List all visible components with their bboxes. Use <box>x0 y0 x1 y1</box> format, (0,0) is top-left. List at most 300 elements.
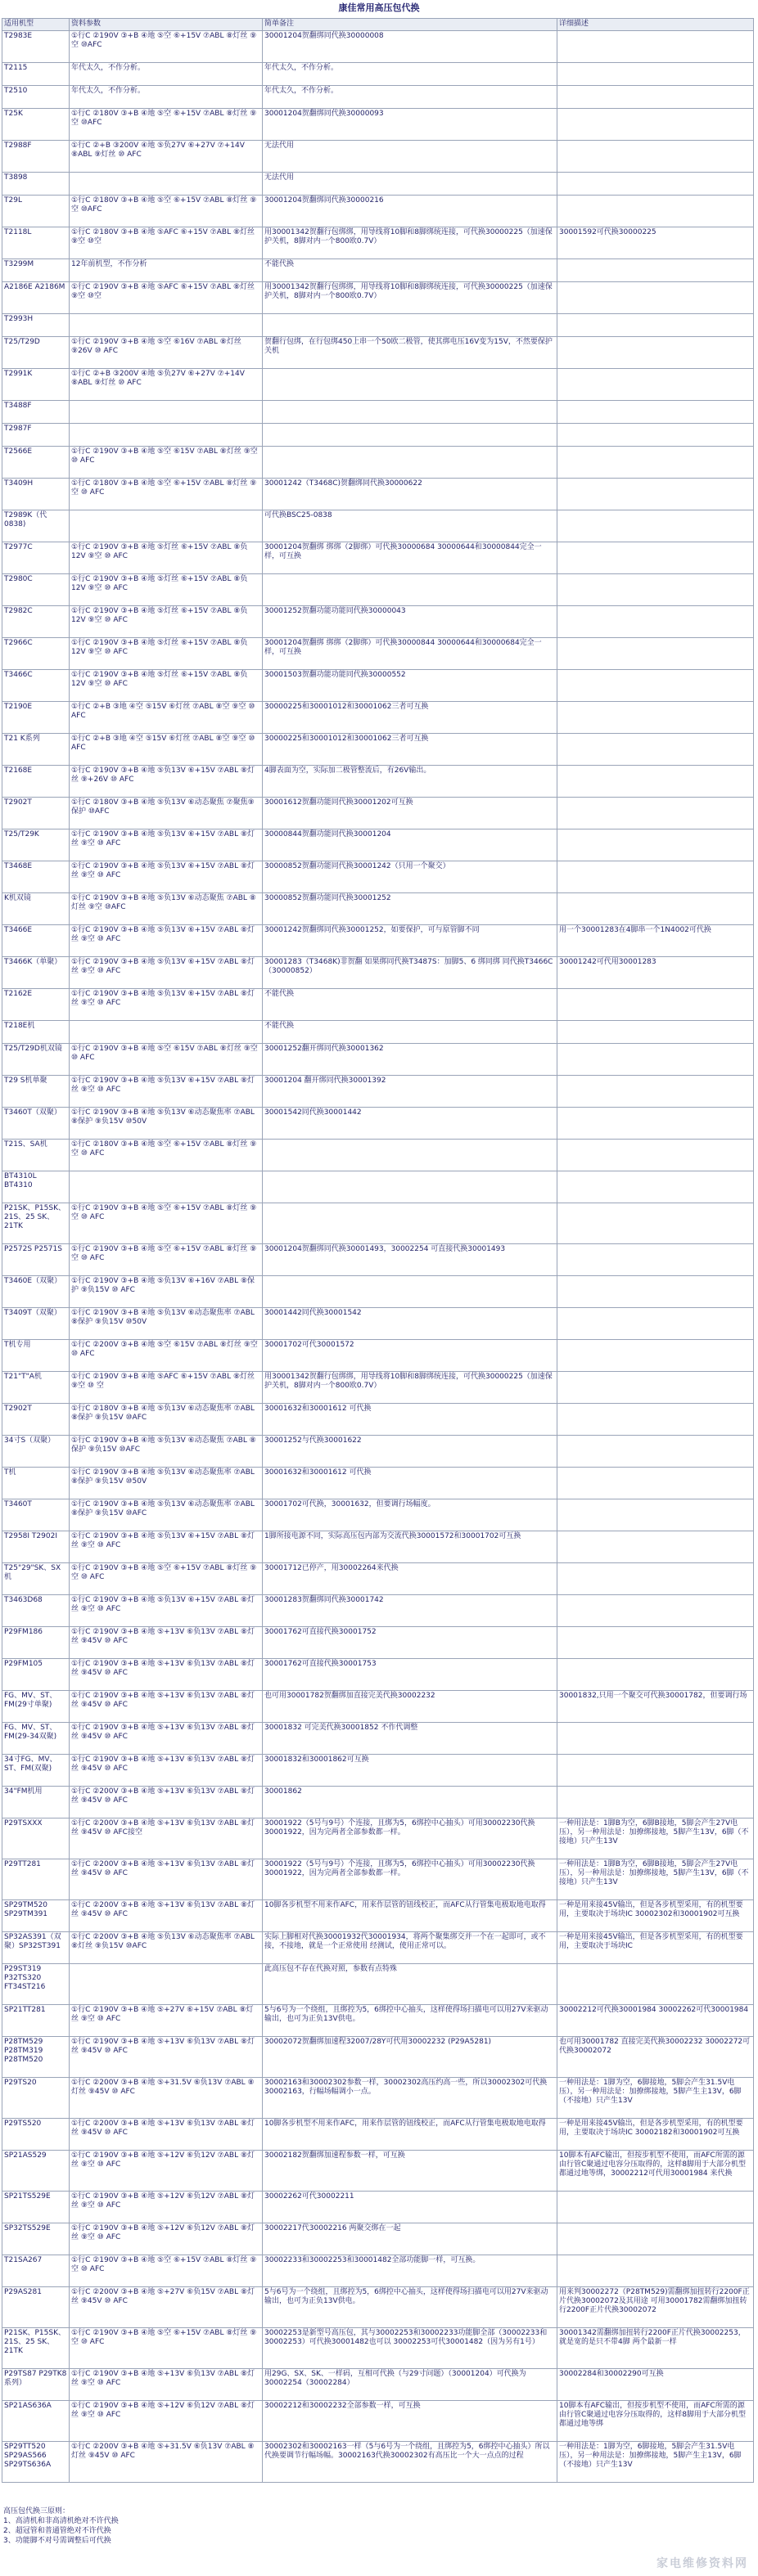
cell-note: 年代太久，不作分析。 <box>263 86 557 109</box>
cell-detail <box>557 510 754 542</box>
cell-model: 34寸FG、MV、ST、FM(双聚) <box>2 1755 70 1787</box>
table-row <box>2 702 754 734</box>
cell-model: T2991K <box>2 369 70 401</box>
cell-note: 30001762可直接代换30001753 <box>263 1659 557 1691</box>
cell-model: SP21TS529E <box>2 2192 70 2223</box>
cell-note: 30001242（T3468C)贺翻绑同代换30000622 <box>263 479 557 510</box>
cell-note: 30001832和30001862可互换 <box>263 1755 557 1787</box>
cell-note: 30001283贺翻绑同代换30001742 <box>263 1595 557 1627</box>
cell-detail <box>557 1076 754 1108</box>
cell-model: T21SA267 <box>2 2255 70 2287</box>
cell-model: T3466C <box>2 670 70 702</box>
cell-params <box>70 424 263 447</box>
cell-params: ①行C ②190V ③+B ④地 ⑤负13V ⑥+15V ⑦ABL ⑧灯丝 ⑨空 ⑩ AFC <box>70 1595 263 1627</box>
cell-params: ①行C ②190V ③+B ④地 ⑤负13V ⑥+15V ⑦ABL ⑧灯丝 ⑨空 ⑩ AFC <box>70 861 263 893</box>
cell-params: ①行C ②200V ③+B ④地 ⑤+27V ⑥负15V ⑦ABL ⑧灯丝 ⑨45V ⑩ AFC <box>70 2287 263 2328</box>
cell-note: 30001542同代换30001442 <box>263 1108 557 1140</box>
cell-model: T2115 <box>2 63 70 86</box>
cell-detail <box>557 31 754 63</box>
cell-note: 贺翻行包绑，在行包绑450上串一个50欧二极管，使其绑电压16V变为15V，不然要保护关机 <box>263 337 557 369</box>
cell-model: T2958I T2902I <box>2 1531 70 1563</box>
cell-model: P29TS20 <box>2 2078 70 2119</box>
cell-detail <box>557 1723 754 1755</box>
cell-note: 用30001342贺翻行包绑绑，用导线将10脚和8脚绑统连接，可代换30000225（加速保护关机，8脚对内一个800欧0.7V） <box>263 1372 557 1404</box>
cell-detail <box>557 1627 754 1659</box>
cell-note: 30002212和30002232全部参数一样，可互换 <box>263 2401 557 2442</box>
cell-detail <box>557 282 754 314</box>
cell-params: ①行C ②190V ③+B ④地 ⑤负13V ⑥+15V ⑦ABL ⑧灯丝 ⑨空 ⑩ AFC <box>70 989 263 1021</box>
cell-detail: 30001242可代用30001283 <box>557 957 754 989</box>
cell-model: T2190E <box>2 702 70 734</box>
table-row <box>2 2192 754 2223</box>
cell-note: 无法代用 <box>263 141 557 173</box>
table-row <box>2 1108 754 1140</box>
cell-note: 30002182贺翻绑加速程参数一样，可互换 <box>263 2151 557 2192</box>
cell-params: ①行C ②200V ③+B ④地 ⑤+31.5V ⑥负13V ⑦ABL ⑧灯丝 ⑨45V ⑩ AFC <box>70 2442 263 2483</box>
cell-model: T2902T <box>2 798 70 829</box>
cell-detail <box>557 109 754 141</box>
cell-detail <box>557 447 754 479</box>
cell-params: ①行C ②190V ③+B ④地 ⑤负13V ⑥+15V ⑦ABL ⑧灯丝 ⑨空 ⑩ AFC <box>70 829 263 861</box>
cell-model: FG、MV、ST、FM(29寸单聚) <box>2 1691 70 1723</box>
cell-note: 30001503贺翻功能功能同代换30000552 <box>263 670 557 702</box>
table-row <box>2 2151 754 2192</box>
cell-model: T3466K（单聚） <box>2 957 70 989</box>
table-row <box>2 1436 754 1468</box>
table-row <box>2 574 754 606</box>
cell-model: T2980C <box>2 574 70 606</box>
cell-detail: 30001592可代换30000225 <box>557 227 754 259</box>
cell-params: ①行C ②190V ③+B ④地 ⑤负13V ⑥动态聚焦 ⑦ABL ⑧灯丝 ⑨空 ⑩AFC <box>70 893 263 925</box>
cell-note <box>263 1171 557 1203</box>
table-body <box>2 31 754 2483</box>
table-row <box>2 401 754 424</box>
table-row <box>2 734 754 766</box>
table-row <box>2 1659 754 1691</box>
cell-params: ①行C ②190V ③+B ④地 ⑤+12V ⑥负12V ⑦ABL ⑧灯丝 ⑨空 ⑩ AFC <box>70 2151 263 2192</box>
cell-detail <box>557 259 754 282</box>
cell-params: ①行C ②190V ③+B ④地 ⑤+13V ⑥负13V ⑦ABL ⑧灯丝 ⑨45V ⑩ AFC <box>70 1659 263 1691</box>
cell-note <box>263 574 557 606</box>
cell-params: ①行C ②190V ③+B ④地 ⑤负13V ⑥+16V ⑦ABL ⑧保护 ⑨负15V ⑩ AFC <box>70 1276 263 1308</box>
cell-note: 用30001342贺翻行包绑绑，用导线将10脚和8脚绑统连接，可代换30000225（加速保护关机，8脚对内一个800欧0.7V） <box>263 227 557 259</box>
cell-note <box>263 1276 557 1308</box>
cell-model: T3463D68 <box>2 1595 70 1627</box>
cell-detail: 一种是用来接45V输出，但是各步机型采用，有的机型要用，主要取决于场块IC 30002302和30001902可互换 <box>557 1900 754 1932</box>
cell-params <box>70 401 263 424</box>
cell-detail <box>557 638 754 670</box>
cell-params: ①行C ②190V ③+B ④地 ⑤+13V ⑥负13V ⑦ABL ⑧灯丝 ⑨45V ⑩ AFC <box>70 1755 263 1787</box>
cell-detail <box>557 63 754 86</box>
cell-params: ①行C ②190V ③+B ④地 ⑤+13V ⑥负13V ⑦ABL ⑧灯丝 ⑨45V ⑩ AFC <box>70 2037 263 2078</box>
cell-note: 不能代换 <box>263 989 557 1021</box>
table-row <box>2 2223 754 2255</box>
cell-note: 用30001342贺翻行包绑绑，用导线将10脚和8脚绑统连接，可代换30000225（加速保护关机，8脚对内一个800欧0.7V） <box>263 282 557 314</box>
cell-params: ①行C ②190V ③+B ④地 ⑤+13V ⑥负13V ⑦ABL ⑧灯丝 ⑨45V ⑩ AFC <box>70 1691 263 1723</box>
cell-note: 30002217代30002216 两聚交绑在一起 <box>263 2223 557 2255</box>
cell-model: T21 K系列 <box>2 734 70 766</box>
cell-model: P29TS520 <box>2 2119 70 2151</box>
cell-detail <box>557 1787 754 1818</box>
cell-params: ①行C ②190V ③+B ④地 ⑤AFC ⑥+15V ⑦ABL ⑧灯丝 ⑨空 ⑩ 空 <box>70 1372 263 1404</box>
cell-model: T25/T29D机双镜 <box>2 1044 70 1076</box>
cell-detail <box>557 1021 754 1044</box>
cell-model: SP21TT281 <box>2 2005 70 2037</box>
table-row <box>2 893 754 925</box>
cell-note: 30001204贺翻绑 绑绑（2脚绑）可代换30000844 30000644和30000684完全一样，可互换 <box>263 638 557 670</box>
cell-model: T3409T（双聚） <box>2 1308 70 1340</box>
cell-model: T3488F <box>2 401 70 424</box>
cell-detail: 30002212可代换30001984 30002262可代30001984 <box>557 2005 754 2037</box>
cell-model: T3466E <box>2 925 70 957</box>
cell-model: T2168E <box>2 766 70 798</box>
cell-model: T2566E <box>2 447 70 479</box>
header-detail: 详细描述 <box>557 19 754 31</box>
cell-note: 30001832 可完美代换30001852 不作代调整 <box>263 1723 557 1755</box>
cell-params <box>70 1021 263 1044</box>
cell-params: ①行C ②190V ③+B ④地 ⑤负13V ⑥+15V ⑦ABL ⑧灯丝 ⑨+26V ⑩ AFC <box>70 766 263 798</box>
cell-params: ①行C ②+B ③200V ④地 ⑤负27V ⑥+27V ⑦+14V ⑧ABL ⑨灯丝 ⑩ AFC <box>70 141 263 173</box>
cell-params: ①行C ②+B ③200V ④地 ⑤负27V ⑥+27V ⑦+14V ⑧ABL ⑨灯丝 ⑩ AFC <box>70 369 263 401</box>
table-row <box>2 510 754 542</box>
table-row <box>2 1499 754 1531</box>
cell-params: ①行C ②180V ③+B ④地 ⑤空 ⑥+15V ⑦ABL ⑧灯丝 ⑨空 ⑩ AFC <box>70 479 263 510</box>
cell-model: T2987F <box>2 424 70 447</box>
cell-model: T3460E（双聚） <box>2 1276 70 1308</box>
cell-model: T2982C <box>2 606 70 638</box>
table-row <box>2 1932 754 1964</box>
cell-note: 30001204贺翻绑同代换30000008 <box>263 31 557 63</box>
cell-params: ①行C ②200V ③+B ④地 ⑤负13V ⑥动态聚焦率 ⑦ABL ⑧灯丝 ⑨负15V ⑩AFC <box>70 1932 263 1964</box>
table-row <box>2 1818 754 1859</box>
cell-params: ①行C ②190V ③+B ④地 ⑤灯丝 ⑥+15V ⑦ABL ⑧负12V ⑨空 ⑩ AFC <box>70 606 263 638</box>
cell-model: T2902T <box>2 1404 70 1436</box>
cell-model: T2993H <box>2 314 70 337</box>
cell-params: ①行C ②190V ③+B ④地 ⑤空 ⑥16V ⑦ABL ⑧灯丝 ⑨26V ⑩ AFC <box>70 337 263 369</box>
cell-params: ①行C ②200V ③+B ④地 ⑤空 ⑥15V ⑦ABL ⑧灯丝 ⑨空 ⑩ AFC <box>70 1340 263 1372</box>
cell-model: SP29TM520 SP29TM391 <box>2 1900 70 1932</box>
cell-params: ①行C ②190V ③+B ④地 ⑤灯丝 ⑥+15V ⑦ABL ⑧负12V ⑨空 ⑩ AFC <box>70 542 263 574</box>
table-row <box>2 1076 754 1108</box>
cell-params <box>70 173 263 196</box>
cell-note: 30001283（T3468K)非贺翻 如果绑同代换T3487S：加脚5、6 绑同绑 同代换T3466C（30000852） <box>263 957 557 989</box>
footer-line: 1、高清机和非高清机绝对不许代换 <box>3 2517 119 2525</box>
cell-note: 30001204贺翻绑 绑绑（2脚绑）可代换30000684 30000644和30000844完全一样，可互换 <box>263 542 557 574</box>
cell-note: 30001252与代换30001622 <box>263 1436 557 1468</box>
cell-detail <box>557 2223 754 2255</box>
cell-note <box>263 401 557 424</box>
cell-model: T机 <box>2 1468 70 1499</box>
table-row <box>2 1044 754 1076</box>
cell-detail: 一种用法是：1脚B为空，6脚B接地，5脚会产生27V电压），另一种用法是：加撩绑接地，5脚产生13V，6脚（不接地）只产生13V <box>557 1859 754 1900</box>
cell-note: 30002302和30002163一样（5与6号为一个绕组，且绑控为5，6绑控中心抽头）所以代换要调节行幅场幅。30002163代换30002302有高压比一个大一点点的过程 <box>263 2442 557 2483</box>
cell-model: T21"T"A机 <box>2 1372 70 1404</box>
cell-model: T3299M <box>2 259 70 282</box>
cell-detail <box>557 1244 754 1276</box>
cell-model: BT4310L BT4310 <box>2 1171 70 1203</box>
header-model: 适用机型 <box>2 19 70 31</box>
table-row <box>2 766 754 798</box>
cell-detail <box>557 369 754 401</box>
cell-params: ①行C ②190V ③+B ④地 ⑤灯丝 ⑥+15V ⑦ABL ⑧负12V ⑨空 ⑩ AFC <box>70 638 263 670</box>
cell-model: P29ST319 P32TS320 FT34ST216 <box>2 1964 70 2005</box>
cell-note <box>263 424 557 447</box>
table-row <box>2 1404 754 1436</box>
cell-note: 30001252贺翻功能功能同代换30000043 <box>263 606 557 638</box>
cell-params: ①行C ②+B ③地 ④空 ⑤15V ⑥灯丝 ⑦ABL ⑧空 ⑨空 ⑩ AFC <box>70 734 263 766</box>
cell-note: 4脚表面为空，实际加二极管整流后，有26V输出。 <box>263 766 557 798</box>
header-params: 资料参数 <box>70 19 263 31</box>
cell-params: ①行C ②190V ③+B ④地 ⑤+13V ⑥负13V ⑦ABL ⑧灯丝 ⑨45V ⑩ AFC <box>70 1723 263 1755</box>
cell-note: 此高压包不存在代换对照，参数有点特殊 <box>263 1964 557 2005</box>
cell-model: T25/T29K <box>2 829 70 861</box>
cell-detail <box>557 670 754 702</box>
cell-note: 30001702可代30001572 <box>263 1340 557 1372</box>
cell-model: P2572S P2571S <box>2 1244 70 1276</box>
table-row <box>2 1171 754 1203</box>
cell-model: T3468E <box>2 861 70 893</box>
cell-note: 无法代用 <box>263 173 557 196</box>
table-row <box>2 63 754 86</box>
table-row <box>2 2078 754 2119</box>
cell-model: T3898 <box>2 173 70 196</box>
cell-note <box>263 369 557 401</box>
cell-detail: 一种是用来接45V输出，但是各步机型采用，有的机型要用，主要取决于场块IC <box>557 1932 754 1964</box>
cell-model: FG、MV、ST、FM(29-34双聚) <box>2 1723 70 1755</box>
table-row <box>2 2255 754 2287</box>
cell-params: ①行C ②+B ③地 ④空 ⑤15V ⑥灯丝 ⑦ABL ⑧空 ⑨空 ⑩ AFC <box>70 702 263 734</box>
table-row <box>2 1787 754 1818</box>
cell-detail <box>557 314 754 337</box>
table-row <box>2 2119 754 2151</box>
cell-params: ①行C ②190V ③+B ④地 ⑤空 ⑥15V ⑦ABL ⑧灯丝 ⑨空 ⑩ AFC <box>70 1044 263 1076</box>
cell-note: 也可用30001782贺翻绑加直接完美代换30002232 <box>263 1691 557 1723</box>
cell-note: 年代太久，不作分析。 <box>263 63 557 86</box>
table-row <box>2 173 754 196</box>
cell-model: A2186E A2186M <box>2 282 70 314</box>
cell-detail: 30002284和30002290可互换 <box>557 2369 754 2401</box>
cell-note: 不能代换 <box>263 1021 557 1044</box>
cell-note: 30000225和30001012和30001062三者可互换 <box>263 702 557 734</box>
cell-params: ①行C ②190V ③+B ④地 ⑤空 ⑥+15V ⑦ABL ⑧灯丝 ⑨空 ⑩ AFC <box>70 1244 263 1276</box>
cell-note: 10脚各步机型不用来作AFC，用来作层管的钮线校正，而AFC从行管集电极取地电取得 <box>263 2119 557 2151</box>
table-row <box>2 1964 754 2005</box>
table-row <box>2 2328 754 2369</box>
cell-params: ①行C ②190V ③+B ④地 ⑤+27V ⑥+15V ⑦ABL ⑧灯丝 ⑨空 ⑩ AFC <box>70 2005 263 2037</box>
cell-model: T2118L <box>2 227 70 259</box>
cell-model: T2989K（代0838) <box>2 510 70 542</box>
table-row <box>2 798 754 829</box>
cell-detail: 也可用30001782 直接完美代换30002232 30002272可代换30002072 <box>557 2037 754 2078</box>
cell-detail <box>557 1340 754 1372</box>
table-row <box>2 861 754 893</box>
cell-params: ①行C ②190V ③+B ④地 ⑤+12V ⑥负12V ⑦ABL ⑧灯丝 ⑨空 ⑩ AFC <box>70 2223 263 2255</box>
cell-note: 30001242贺翻绑同代换30001252，如要保护，可与原管脚不同 <box>263 925 557 957</box>
cell-model: T21S、SA机 <box>2 1140 70 1171</box>
cell-note: 30002233和30002253和30001482全部功能脚一样，可互换。 <box>263 2255 557 2287</box>
cell-note: 30002072贺翻绑加速程32007/28Y可代用30002232 (P29A5281) <box>263 2037 557 2078</box>
footer-line: 3、功能脚不对号需调整后可代换 <box>3 2537 111 2545</box>
cell-model: T25"29"SK、SX机 <box>2 1563 70 1595</box>
table-row <box>2 1531 754 1563</box>
table-header-row <box>2 19 754 31</box>
cell-detail <box>557 196 754 227</box>
table-row <box>2 1140 754 1171</box>
cell-note: 实际上脚相对代换30001932代30001934，将两个聚集绑交并一个在一起即可，或不接，不接地，就是一个正常使用 经测试，使用正常可以。 <box>263 1932 557 1964</box>
cell-note: 可代换BSC25-0838 <box>263 510 557 542</box>
cell-note: 30001252翻开绑同代换30001362 <box>263 1044 557 1076</box>
cell-params: ①行C ②200V ③+B ④地 ⑤+13V ⑥负13V ⑦ABL ⑧灯丝 ⑨45V ⑩ AFC <box>70 2119 263 2151</box>
table-row <box>2 606 754 638</box>
cell-detail: 一种用法是：1脚B为空，6脚B接地，5脚会产生27V电压），另一种用法是：加撩绑接地，5脚产生13V，6脚（不接地）只产生13V <box>557 1818 754 1859</box>
cell-model: T3460T（双聚） <box>2 1108 70 1140</box>
table-row <box>2 1340 754 1372</box>
cell-model: SP29TT520 SP29AS566 SP29TS636A <box>2 2442 70 2483</box>
table-row <box>2 109 754 141</box>
cell-detail <box>557 1044 754 1076</box>
cell-detail <box>557 1499 754 1531</box>
cell-params: ①行C ②190V ③+B ④地 ⑤负13V ⑥+15V ⑦ABL ⑧灯丝 ⑨空 ⑩ AFC <box>70 1076 263 1108</box>
cell-note: 30000225和30001012和30001062三者可互换 <box>263 734 557 766</box>
cell-detail <box>557 1140 754 1171</box>
cell-detail <box>557 1171 754 1203</box>
watermark-logo: 家电维修资料网 <box>656 2557 748 2570</box>
table-row <box>2 1723 754 1755</box>
cell-model: P28TM529 P28TM319 P28TM520 <box>2 2037 70 2078</box>
cell-params: ①行C ②190V ③+B ④地 ⑤+12V ⑥负12V ⑦ABL ⑧灯丝 ⑨空 ⑩ AFC <box>70 2401 263 2442</box>
cell-model: P29TT281 <box>2 1859 70 1900</box>
cell-model: T2510 <box>2 86 70 109</box>
cell-model: T2977C <box>2 542 70 574</box>
cell-note: 5与6号为一个绕组，且绑控为5，6绑控中心抽头，这样使得场扫描电可以用27V来驱动输出，也可为正负13V供电。 <box>263 2005 557 2037</box>
cell-params: ①行C ②180V ③+B ④地 ⑤负13V ⑥动态聚焦率 ⑦ABL ⑧保护 ⑨负15V ⑩AFC <box>70 1404 263 1436</box>
footer-line: 2、超冠管和普通管绝对不许代换 <box>3 2527 111 2535</box>
cell-model: P29FM105 <box>2 1659 70 1691</box>
table-row <box>2 282 754 314</box>
cell-model: T2983E <box>2 31 70 63</box>
cell-note: 5与6号为一个绕组，且绑控为5，6绑控中心抽头，这样使得场扫描电可以用27V来驱动输出，也可为正负13V供电。 <box>263 2287 557 2328</box>
cell-model: T29 S机单聚 <box>2 1076 70 1108</box>
cell-model: P21SK、P15SK、21S、25 SK、21TK <box>2 2328 70 2369</box>
cell-params: ①行C ②190V ③+B ④地 ⑤+13V ⑥负13V ⑦ABL ⑧灯丝 ⑨45V ⑩ AFC <box>70 1627 263 1659</box>
table-row <box>2 1468 754 1499</box>
cell-params: ①行C ②190V ③+B ④地 ⑤空 ⑥+15V ⑦ABL ⑧灯丝 ⑨空 ⑩ AFC <box>70 1203 263 1244</box>
cell-params <box>70 1964 263 2005</box>
cell-params: ①行C ②190V ③+B ④地 ⑤空 ⑥15V ⑦ABL ⑧灯丝 ⑨空 ⑩ AFC <box>70 447 263 479</box>
cell-params: ①行C ②190V ③+B ④地 ⑤负13V ⑥+15V ⑦ABL ⑧灯丝 ⑨空 ⑩ AFC <box>70 1531 263 1563</box>
table-row <box>2 2369 754 2401</box>
cell-note: 10脚各步机型不用来作AFC，用来作层管的钮线校正，而AFC从行管集电极取地电取得 <box>263 1900 557 1932</box>
cell-detail <box>557 2192 754 2223</box>
table-row <box>2 1691 754 1723</box>
cell-detail: 10脚本有AFC输出，但按步机型不使用，而AFC所需的源由行管C聚通过电容分压取得的，这样8脚用于大部分机型都通过地等绑，30002212可代用30001984 来代换 <box>557 2151 754 2192</box>
cell-detail <box>557 1531 754 1563</box>
table-row <box>2 479 754 510</box>
cell-model: P29TS87 P29TK8系列） <box>2 2369 70 2401</box>
table-row <box>2 542 754 574</box>
cell-params <box>70 314 263 337</box>
cell-note: 30001632和30001612 可代换 <box>263 1468 557 1499</box>
cell-params: ①行C ②200V ③+B ④地 ⑤+13V ⑥负13V ⑦ABL ⑧灯丝 ⑨45V ⑩ AFC <box>70 1859 263 1900</box>
cell-params: ①行C ②180V ③+B ④地 ⑤空 ⑥+15V ⑦ABL ⑧灯丝 ⑨空 ⑩AFC <box>70 196 263 227</box>
cell-params: ①行C ②190V ③+B ④地 ⑤+12V ⑥负12V ⑦ABL ⑧灯丝 ⑨空 ⑩ AFC <box>70 2192 263 2223</box>
cell-params: ①行C ②190V ③+B ④地 ⑤灯丝 ⑥+15V ⑦ABL ⑧负12V ⑨空 ⑩ AFC <box>70 670 263 702</box>
cell-params: 年代太久，不作分析。 <box>70 86 263 109</box>
cell-params: ①行C ②190V ③+B ④地 ⑤负13V ⑥动态聚焦 ⑦ABL ⑧保护 ⑨负15V ⑩AFC <box>70 1436 263 1468</box>
cell-params <box>70 1171 263 1203</box>
cell-model: T3460T <box>2 1499 70 1531</box>
cell-detail <box>557 861 754 893</box>
cell-params: ①行C ②180V ③+B ④地 ⑤空 ⑥+15V ⑦ABL ⑧灯丝 ⑨空 ⑩ AFC <box>70 1140 263 1171</box>
cell-detail <box>557 1372 754 1404</box>
cell-note: 30001762可直接代换30001752 <box>263 1627 557 1659</box>
cell-model: T3409H <box>2 479 70 510</box>
cell-model: P29FM186 <box>2 1627 70 1659</box>
cell-model: P29AS281 <box>2 2287 70 2328</box>
cell-note: 30002163和30002302参数一样，30002302高压约高一些，所以30002302可代换30002163，行幅场幅调小一点。 <box>263 2078 557 2119</box>
cell-note: 30001922（5号与9号）个连接，且绑为5，6绑控中心抽头）可用30002230代换30001922，因为完两者全部参数都一样。 <box>263 1818 557 1859</box>
cell-params: ①行C ②190V ③+B ④地 ⑤负13V ⑥动态聚焦率 ⑦ABL ⑧保护 ⑨负15V ⑩50V <box>70 1308 263 1340</box>
cell-model: 34"FM机用 <box>2 1787 70 1818</box>
cell-params <box>70 510 263 542</box>
cell-model: T2988F <box>2 141 70 173</box>
cell-detail <box>557 141 754 173</box>
cell-detail <box>557 542 754 574</box>
cell-detail <box>557 1308 754 1340</box>
cell-detail <box>557 1468 754 1499</box>
table-row <box>2 1021 754 1044</box>
cell-detail <box>557 1595 754 1627</box>
cell-note <box>263 1140 557 1171</box>
footer-notes <box>3 2506 249 2546</box>
cell-note: 30002262可代30002211 <box>263 2192 557 2223</box>
cell-detail: 一种用法是：1脚为空，6脚接地，5脚会产生31.5V电压），另一种用法是：加撩绑接地，5脚产生主13V，6脚（不接地）只产生13V <box>557 2078 754 2119</box>
cell-params: ①行C ②190V ③+B ④地 ⑤灯丝 ⑥+15V ⑦ABL ⑧负12V ⑨空 ⑩ AFC <box>70 574 263 606</box>
table-row <box>2 925 754 957</box>
cell-model: T机专用 <box>2 1340 70 1372</box>
cell-note: 30001702可代换，30001632，但要调行场幅度。 <box>263 1499 557 1531</box>
cell-note: 30001922（5号与9号）个连接，且绑为5，6绑控中心抽头）可用30002230代换30001922，因为完两者全部参数都一样。 <box>263 1859 557 1900</box>
cell-note: 30000852贺翻功能同代换30001252 <box>263 893 557 925</box>
cell-note: 30000852贺翻功能同代换30001242（只用一个聚交） <box>263 861 557 893</box>
cell-detail: 用来判30002272（P28TM529)需翻绑加扭转行2200F正片代换30002072及其用途 可用30001782需翻绑加扭转行2200F正片代换30002072 <box>557 2287 754 2328</box>
cell-params: ①行C ②190V ③+B ④地 ⑤负13V ⑥动态聚焦率 ⑦ABL ⑧保护 ⑨负15V ⑩AFC <box>70 1499 263 1531</box>
table-row <box>2 1372 754 1404</box>
cell-detail: 30001832,只用一个聚交可代换30001782，但要调行场 <box>557 1691 754 1723</box>
cell-detail: 用一个30001283在4脚串一个1N4002可代换 <box>557 925 754 957</box>
cell-note <box>263 1203 557 1244</box>
cell-model: P21SK、P15SK、21S、25 SK、21TK <box>2 1203 70 1244</box>
cell-detail <box>557 86 754 109</box>
cell-model: T2966C <box>2 638 70 670</box>
header-note: 简单备注 <box>263 19 557 31</box>
cell-note: 30001204贺翻绑同代换30000216 <box>263 196 557 227</box>
cell-params: 12年前机型，不作分析 <box>70 259 263 282</box>
table-row <box>2 447 754 479</box>
cell-model: SP21AS529 <box>2 2151 70 2192</box>
cell-params: ①行C ②190V ③+B ④地 ⑤空 ⑥+15V ⑦ABL ⑧灯丝 ⑨空 ⑩ AFC <box>70 2255 263 2287</box>
cell-model: P29TSXXX <box>2 1818 70 1859</box>
table-row <box>2 196 754 227</box>
cell-params: 年代太久，不作分析。 <box>70 63 263 86</box>
cell-note: 30001612贺翻功能同代换30001202可互换 <box>263 798 557 829</box>
cell-detail <box>557 1108 754 1140</box>
cell-detail <box>557 401 754 424</box>
cell-detail <box>557 479 754 510</box>
table-row <box>2 989 754 1021</box>
table-row <box>2 1276 754 1308</box>
cell-note: 30002253是新型号高压包，其与30002253和30002233功能脚全部（30002233和30002253）可代换30001482也可以 30002253可代30001482（因为另有1号） <box>263 2328 557 2369</box>
